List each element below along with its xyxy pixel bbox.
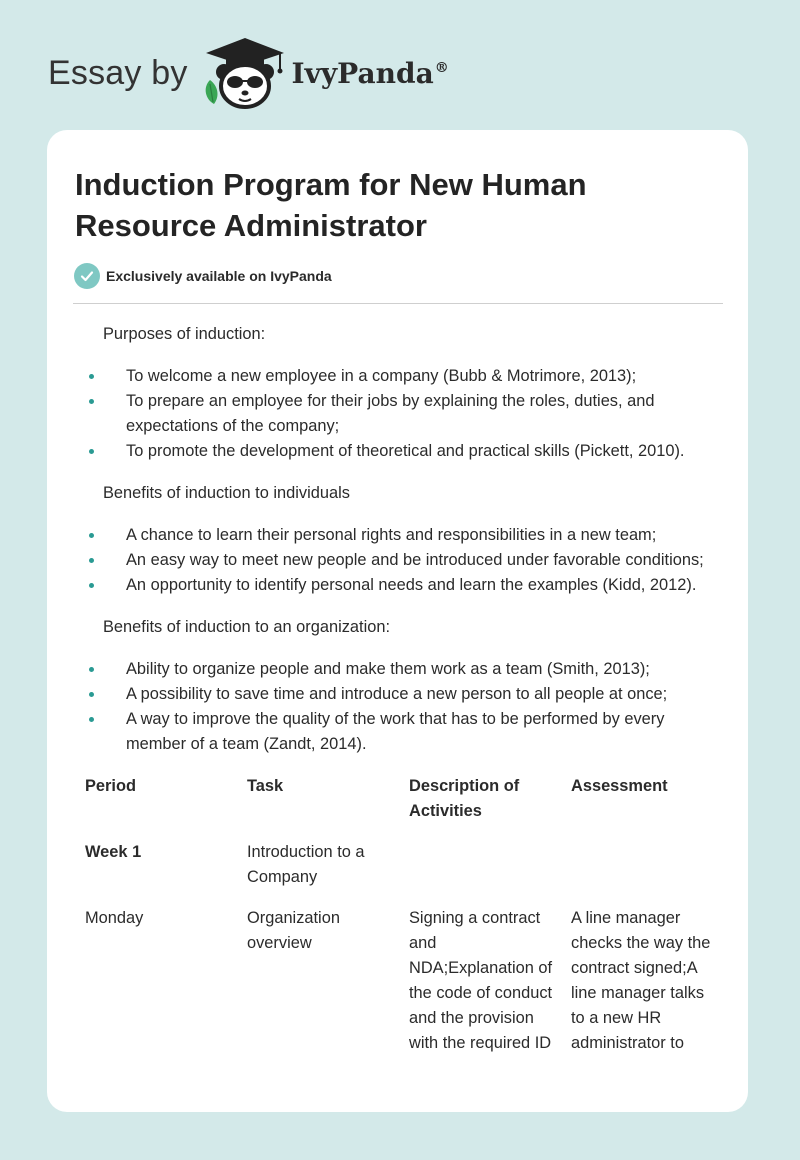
brand-prefix: Essay by (48, 53, 188, 92)
list-item: An easy way to meet new people and be introduced under favorable conditions; (81, 548, 721, 573)
column-header: Task (247, 777, 284, 795)
column-header: Assessment (571, 777, 668, 795)
column-header: Period (85, 777, 137, 795)
section-heading: Benefits of induction to an organization: (103, 618, 391, 636)
essay-content (81, 316, 721, 1072)
table-cell: A line manager checks the way the contract signed;A line manager talks to a new HR administrator to (571, 909, 711, 1052)
bullet-list (81, 657, 721, 757)
table-cell (563, 840, 727, 906)
essay-title: Induction Program for New Human Resource Administrator (75, 167, 587, 243)
table-row (77, 906, 727, 1072)
table-cell: Organization overview (247, 909, 340, 952)
section-heading: Benefits of induction to individuals (103, 484, 350, 502)
list-item: To promote the development of theoretical and practical skills (Pickett, 2010). (81, 439, 721, 464)
badge-text: Exclusively available on IvyPanda (106, 268, 332, 284)
table-cell: Introduction to a Company (247, 843, 365, 886)
column-header: Description of Activities (409, 777, 520, 820)
induction-plan-table (77, 774, 727, 1072)
table-cell: Week 1 (85, 843, 142, 861)
list-item: Ability to organize people and make them work as a team (Smith, 2013); (81, 657, 721, 682)
list-item: A chance to learn their personal rights and responsibilities in a new team; (81, 523, 721, 548)
exclusive-badge (74, 263, 332, 289)
brand-header[interactable] (48, 36, 449, 110)
section-heading: Purposes of induction: (103, 325, 266, 343)
panda-graduate-icon (200, 36, 290, 110)
list-item: A way to improve the quality of the work that has to be performed by every member of a team (Zandt, 2014). (81, 707, 721, 757)
registered-mark: ® (434, 60, 449, 77)
bullet-list (81, 364, 721, 464)
list-item: An opportunity to identify personal needs and learn the examples (Kidd, 2012). (81, 573, 721, 598)
bullet-list (81, 523, 721, 598)
check-circle-icon (74, 263, 100, 289)
list-item: To prepare an employee for their jobs by explaining the roles, duties, and expectations of the company; (81, 389, 721, 439)
divider (73, 303, 723, 304)
table-row (77, 840, 727, 906)
brand-name: IvyPanda® (291, 56, 449, 90)
table-cell (401, 840, 563, 906)
table-cell: Monday (85, 909, 144, 927)
list-item: To welcome a new employee in a company (Bubb & Motrimore, 2013); (81, 364, 721, 389)
essay-card (47, 130, 748, 1112)
table-cell: Signing a contract and NDA;Explanation of the code of conduct and the provision with the required ID (409, 909, 553, 1052)
list-item: A possibility to save time and introduce a new person to all people at once; (81, 682, 721, 707)
table-header-row (77, 774, 727, 840)
